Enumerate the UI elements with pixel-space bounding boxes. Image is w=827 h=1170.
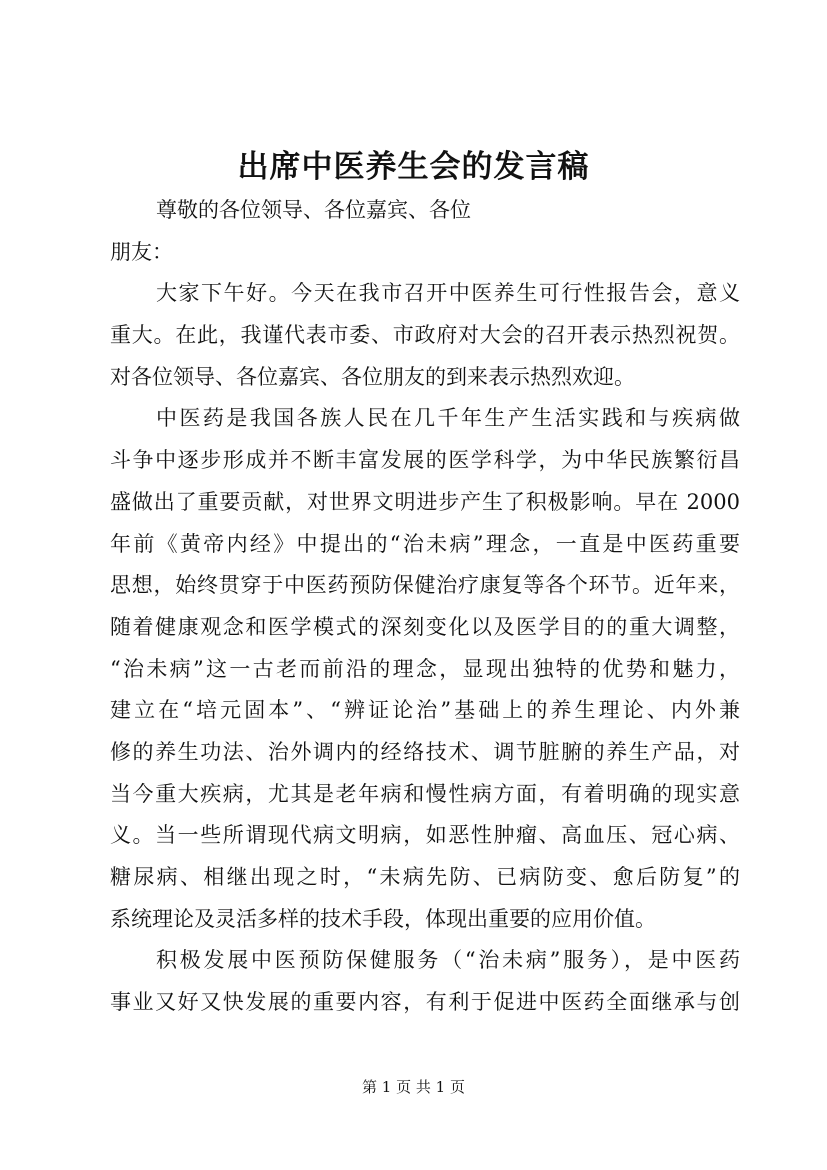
paragraph-line: “治未病”这一古老而前沿的理念，显现出独特的优势和魅力，	[110, 656, 740, 681]
paragraph-line: 当今重大疾病，尤其是老年病和慢性病方面，有着明确的现实意	[110, 781, 740, 806]
salutation-line: 尊敬的各位领导、各位嘉宾、各位	[156, 198, 471, 222]
paragraph-line: 盛做出了重要贡献，对世界文明进步产生了积极影响。早在 2000	[110, 489, 740, 514]
salutation-line: 朋友：	[110, 239, 173, 264]
paragraph-line: 修的养生功法、治外调内的经络技术、调节脏腑的养生产品，对	[110, 739, 740, 764]
paragraph-line: 年前《黄帝内经》中提出的“治未病”理念，一直是中医药重要	[110, 531, 740, 556]
paragraph-line: 义。当一些所谓现代病文明病，如恶性肿瘤、高血压、冠心病、	[110, 823, 740, 848]
paragraph-line: 糖尿病、相继出现之时，“未病先防、已病防变、愈后防复”的	[110, 865, 740, 889]
paragraph-line: 思想，始终贯穿于中医药预防保健治疗康复等各个环节。近年来，	[110, 573, 740, 598]
paragraph-line: 中医药是我国各族人民在几千年生产生活实践和与疾病做	[156, 406, 740, 431]
paragraph-line: 系统理论及灵活多样的技术手段，体现出重要的应用价值。	[110, 906, 656, 931]
paragraph-line: 对各位领导、各位嘉宾、各位朋友的到来表示热烈欢迎。	[110, 364, 635, 389]
paragraph-line: 随着健康观念和医学模式的深刻变化以及医学目的的重大调整，	[110, 614, 740, 639]
document-title: 出席中医养生会的发言稿	[237, 149, 590, 185]
paragraph-line: 重大。在此，我谨代表市委、市政府对大会的召开表示热烈祝贺。	[110, 323, 740, 348]
document-body	[110, 190, 740, 1024]
paragraph-line: 事业又好又快发展的重要内容，有利于促进中医药全面继承与创	[110, 990, 740, 1015]
paragraph-line: 建立在“培元固本”、“辨证论治”基础上的养生理论、内外兼	[110, 698, 740, 723]
paragraph-line: 积极发展中医预防保健服务（“治未病”服务），是中医药	[156, 948, 740, 973]
page-footer: 第 1 页 共 1 页	[362, 1078, 465, 1096]
paragraph-line: 斗争中逐步形成并不断丰富发展的医学科学，为中华民族繁衍昌	[110, 448, 740, 473]
paragraph-line: 大家下午好。今天在我市召开中医养生可行性报告会，意义	[156, 281, 740, 306]
